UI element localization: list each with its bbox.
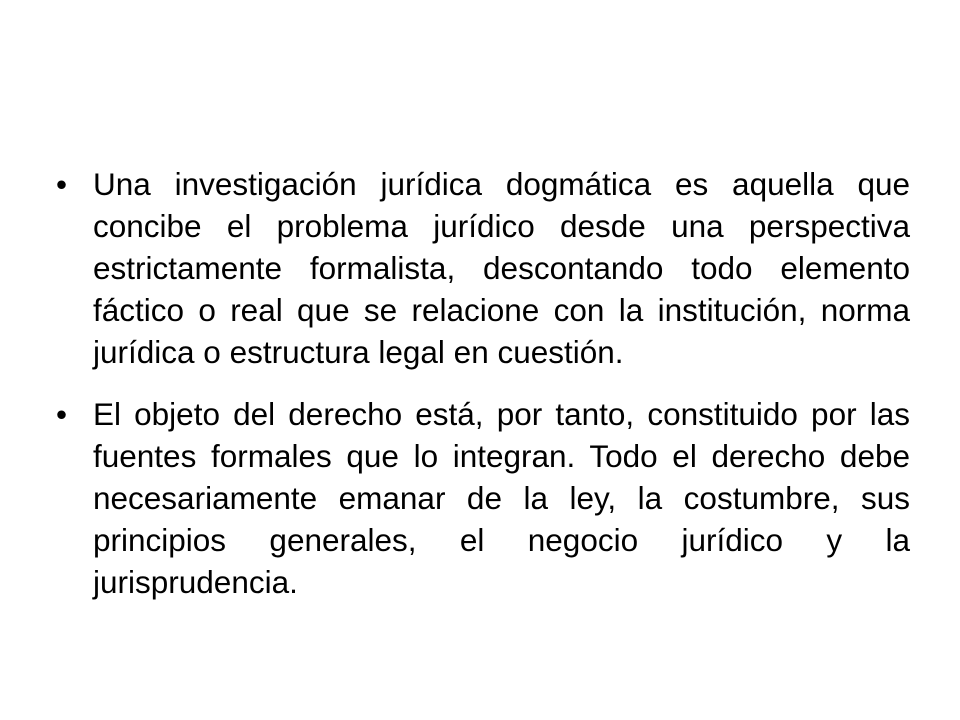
bullet-list — [56, 163, 910, 603]
bullet-item-object-of-law — [56, 393, 910, 603]
bullet-text: Una investigación jurídica dogmática es aquella que concibe el problema jurídico desde una perspectiva estrictamente formalista, descontando todo elemento fáctico o real que se relacione con la institución, norma jurídica o estructura legal en cuestión. — [93, 166, 910, 370]
bullet-item-dogmatic-research — [56, 163, 910, 373]
bullet-icon: • — [56, 166, 68, 202]
bullet-text: El objeto del derecho está, por tanto, constituido por las fuentes formales que lo integran. Todo el derecho debe necesariamente emanar de la ley, la costumbre, sus principios generales, el negocio jurídico y la jurisprudencia. — [93, 396, 910, 600]
bullet-icon: • — [56, 396, 68, 432]
